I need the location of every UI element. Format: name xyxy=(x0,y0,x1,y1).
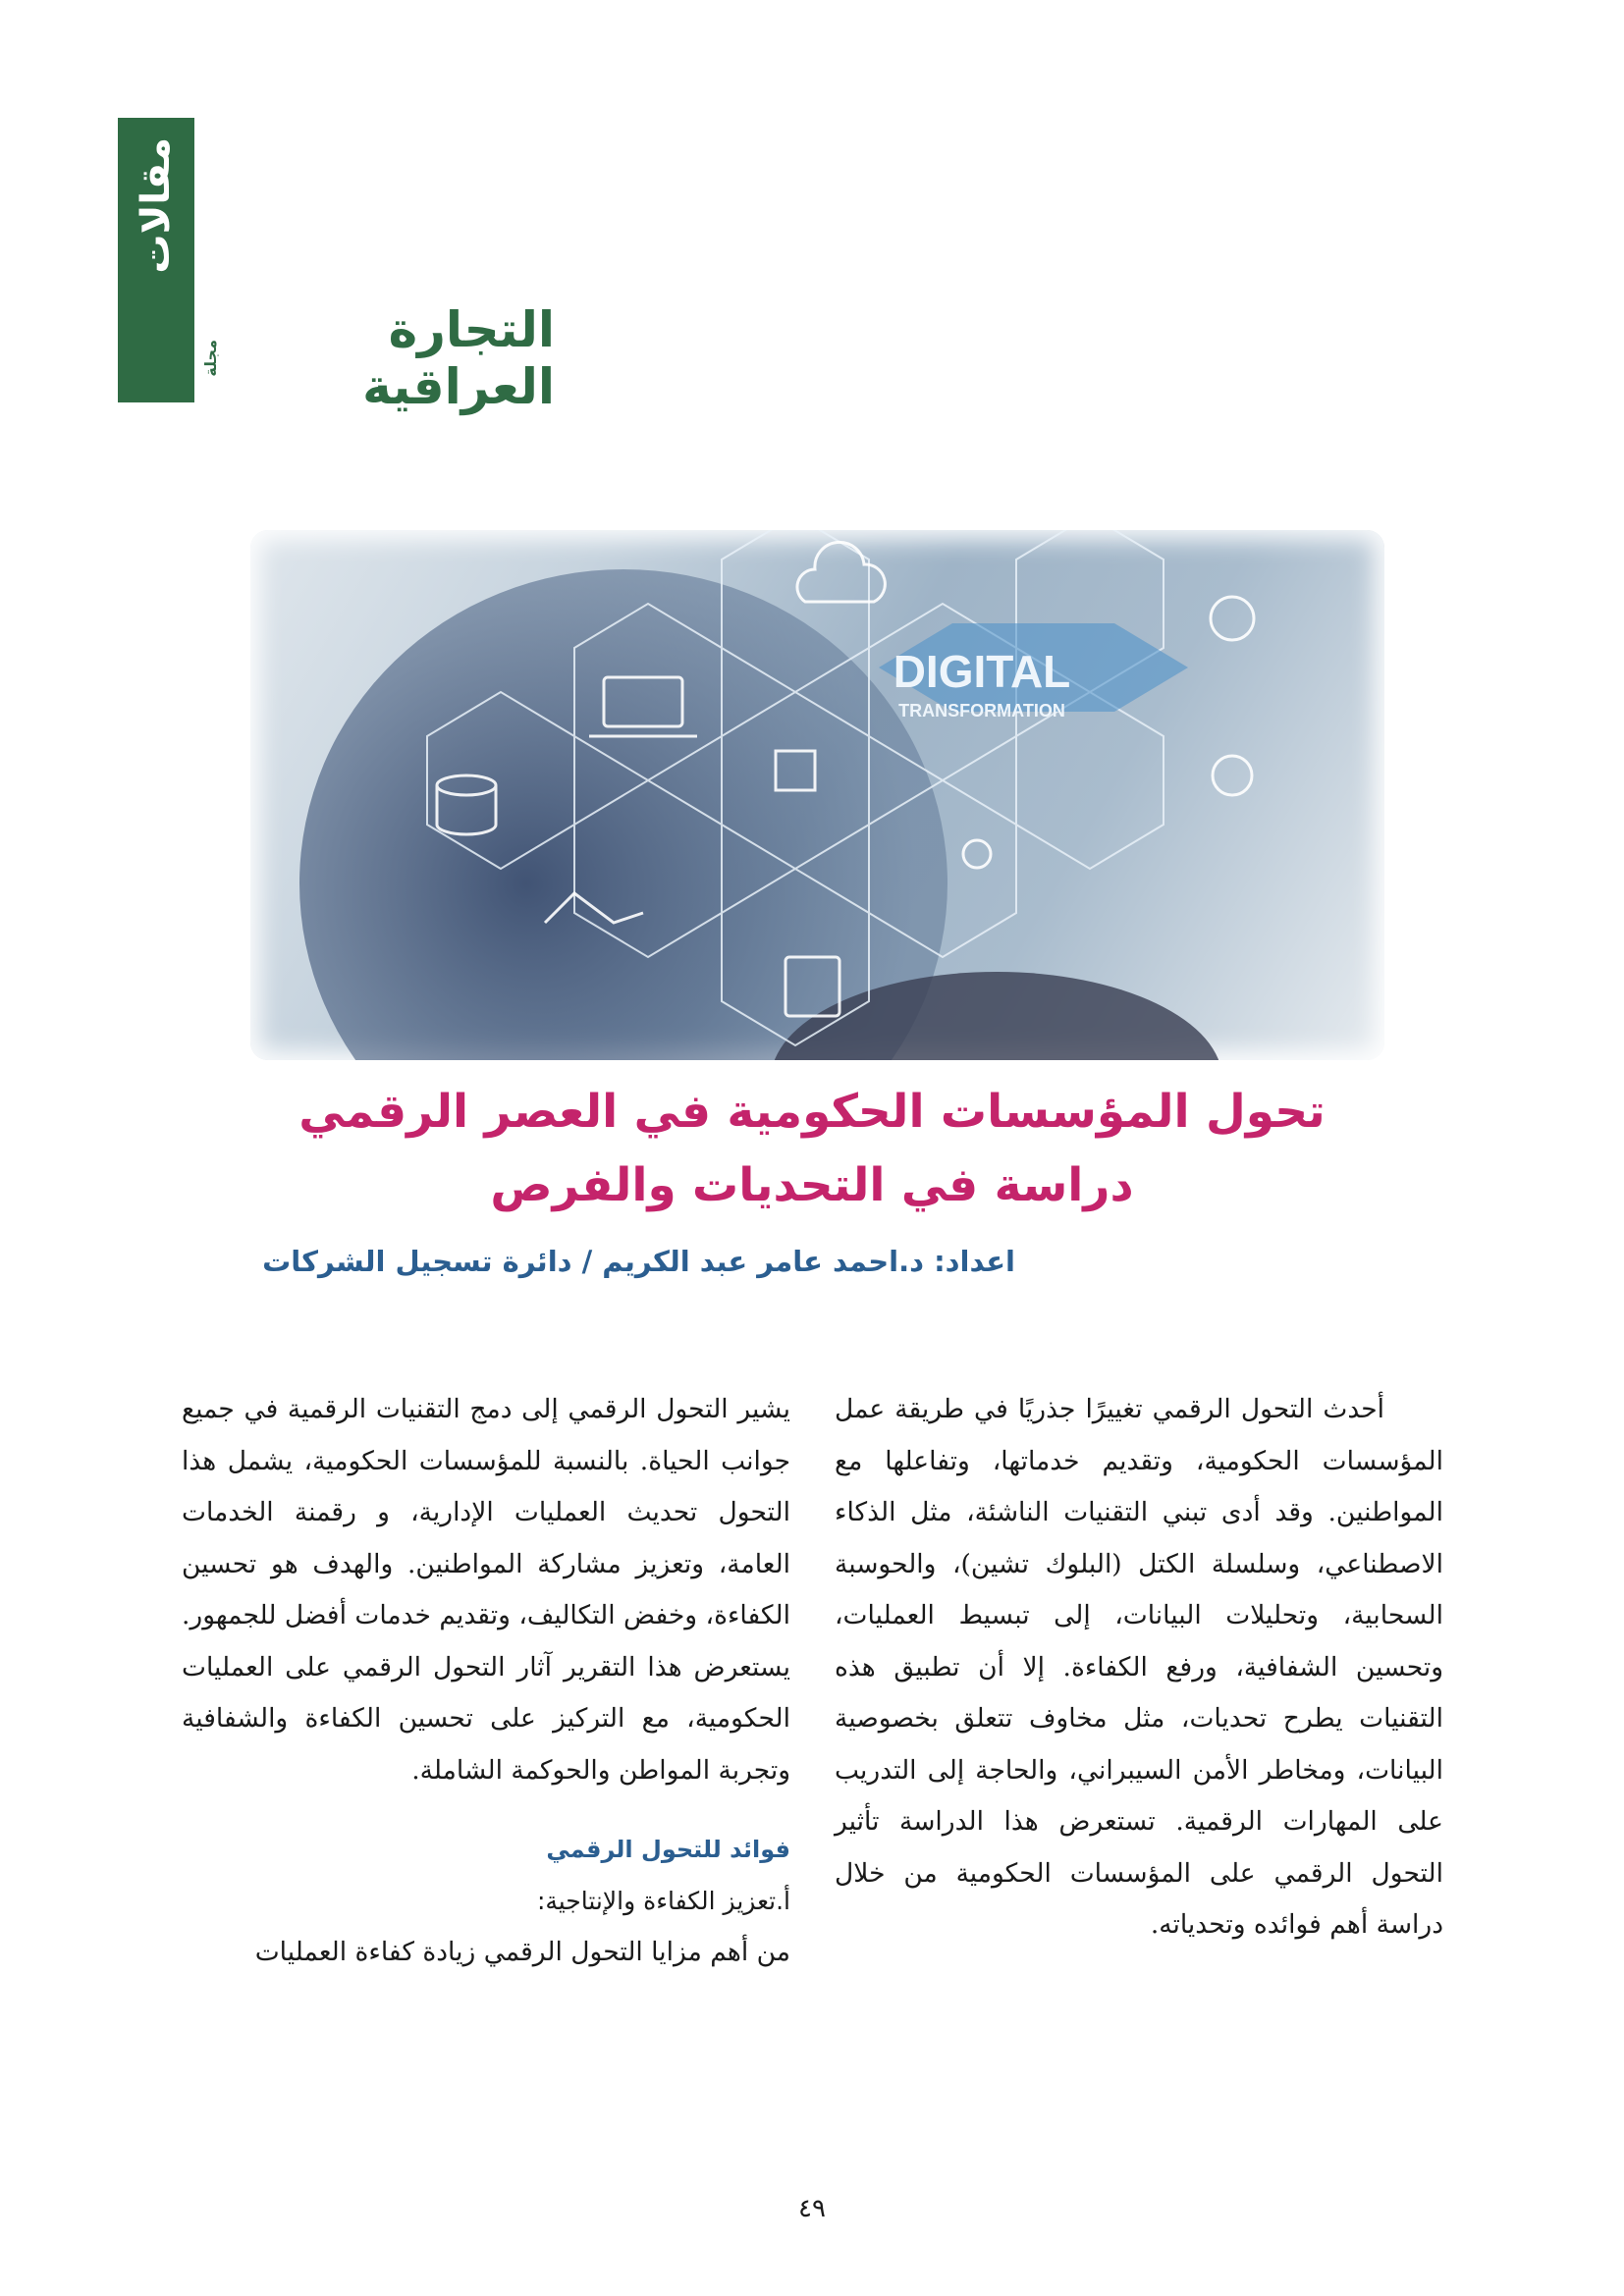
hero-image xyxy=(250,530,1384,1060)
page-number: ٤٩ xyxy=(798,2194,826,2223)
point-a-heading: أ.تعزيز الكفاءة والإنتاجية: xyxy=(536,1886,790,1915)
cloud-icon xyxy=(797,542,885,602)
section-subheading: فوائد للتحول الرقمي xyxy=(546,1836,790,1863)
body-paragraph: يشير التحول الرقمي إلى دمج التقنيات الرقمية في جميع جوانب الحياة. بالنسبة للمؤسسات الحكومية، يشمل هذا التحول تحديث العمليات الإدارية، و رقمنة الخدمات العامة، وتعزيز مشاركة المواطنين. والهدف هو تحسين الكفاءة، وخفض التكاليف، وتقديم خدمات أفضل للجمهور. يستعرض هذا التقرير آثار التحول الرقمي على العمليات الحكومية، مع التركيز على تحسين الكفاءة والشفافية وتجربة المواطن والحوكمة الشاملة. xyxy=(182,1394,790,1786)
point-a-text: من أهم مزايا التحول الرقمي زيادة كفاءة العمليات xyxy=(254,1937,790,1967)
left-column xyxy=(182,1384,790,1979)
logo-main-text: التجارة العراقية xyxy=(362,301,555,415)
section-tab xyxy=(118,118,194,402)
hero-illustration xyxy=(250,530,1384,1060)
transformation-overlay-text: TRANSFORMATION xyxy=(898,701,1065,721)
gear-icon xyxy=(1211,597,1254,640)
magazine-logo xyxy=(201,301,555,415)
person-silhouette xyxy=(299,569,947,1060)
article-title-line1: تحول المؤسسات الحكومية في العصر الرقمي xyxy=(298,1085,1326,1139)
intro-paragraph: أحدث التحول الرقمي تغييرًا جذريًا في طريقة عمل المؤسسات الحكومية، وتقديم خدماتها، وتفاعلها مع المواطنين. وقد أدى تبني التقنيات الناشئة، مثل الذكاء الاصطناعي، وسلسلة الكتل (البلوك تشين)، والحوسبة السحابية، وتحليلات البيانات، إلى تبسيط العمليات، وتحسين الشفافية، ورفع الكفاءة. إلا أن تطبيق هذه التقنيات يطرح تحديات، مثل مخاوف تتعلق بخصوصية البيانات، ومخاطر الأمن السيبراني، والحاجة إلى التدريب على المهارات الرقمية. تستعرض هذا الدراسة تأثير التحول الرقمي على المؤسسات الحكومية من خلال دراسة أهم فوائده وتحدياته. xyxy=(835,1394,1443,1940)
right-column xyxy=(835,1384,1443,1951)
article-title-line2: دراسة في التحديات والفرص xyxy=(490,1158,1134,1212)
network-icon xyxy=(963,840,991,868)
author-byline: اعداد: د.احمد عامر عبد الكريم / دائرة تسجيل الشركات xyxy=(262,1245,1015,1278)
logo-small-text: مجلة xyxy=(201,340,220,377)
chart-icon xyxy=(1213,756,1252,795)
digital-overlay-text: DIGITAL xyxy=(893,646,1071,697)
section-label: مقالات xyxy=(134,137,179,274)
